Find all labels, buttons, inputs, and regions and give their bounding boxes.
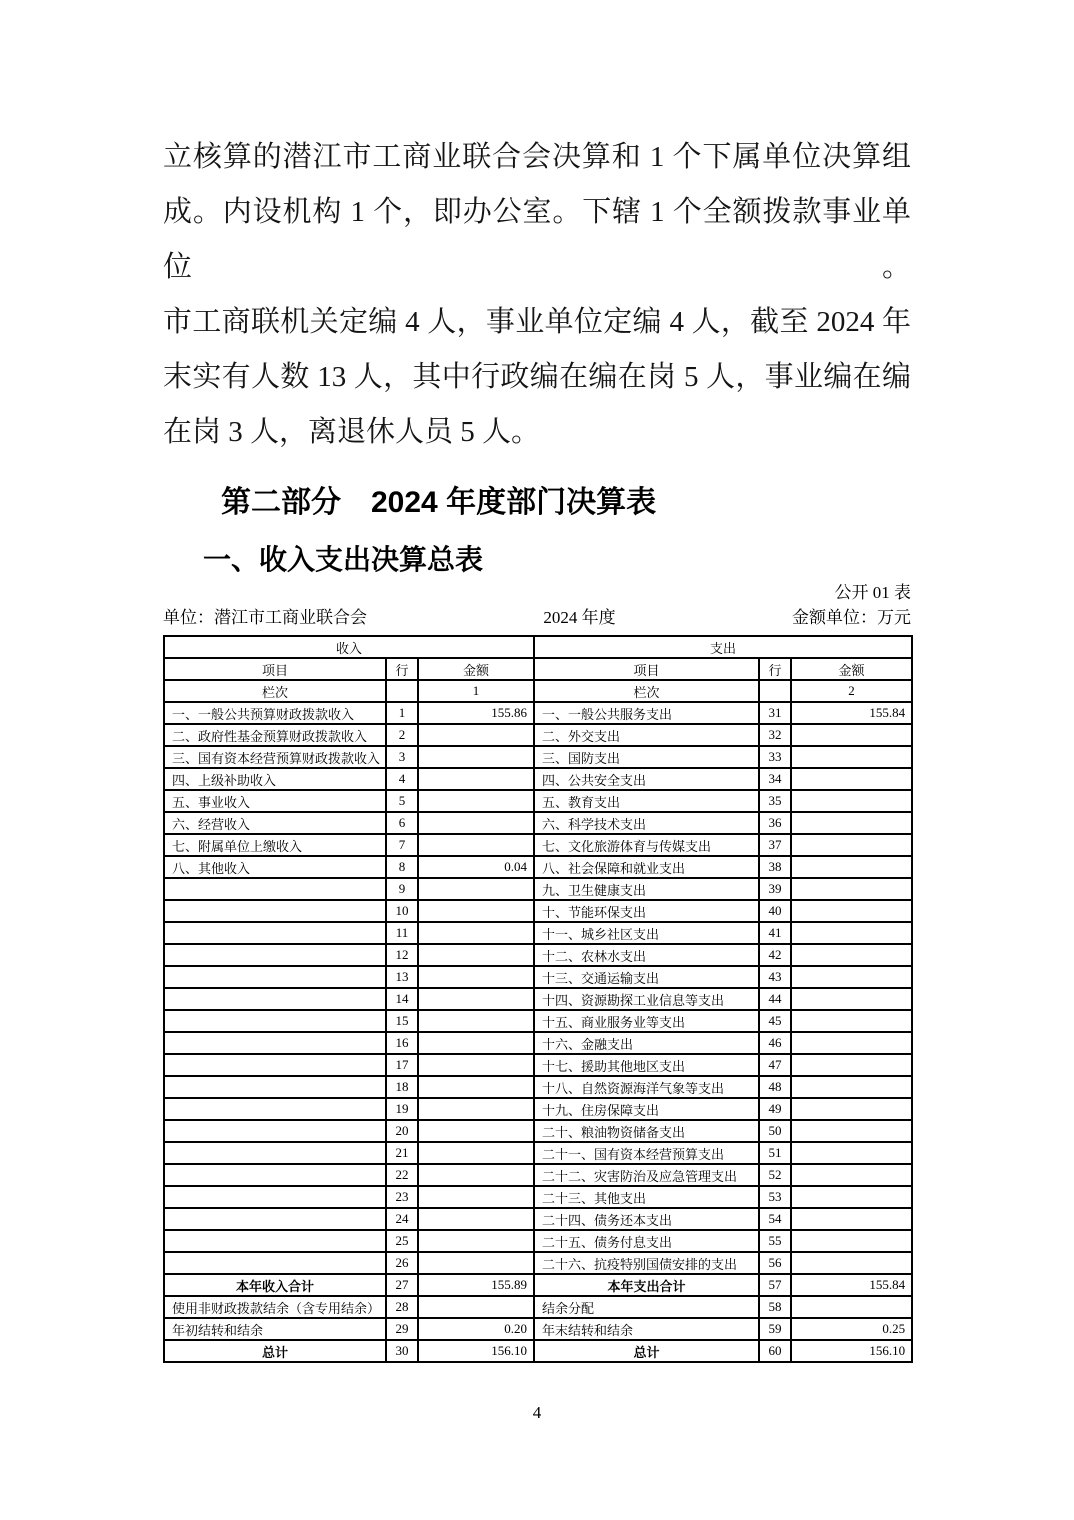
income-row-number: 4 [386, 768, 418, 790]
income-amount-column-header: 金额 [418, 658, 534, 680]
expense-amount [791, 1120, 912, 1142]
income-amount [418, 966, 534, 988]
expense-amount [791, 1208, 912, 1230]
income-item-column-header: 项目 [164, 658, 386, 680]
expense-row-number: 53 [759, 1186, 791, 1208]
empty-cell [759, 680, 791, 702]
expense-row-number: 40 [759, 900, 791, 922]
expense-rowno-column-header: 行 [759, 658, 791, 680]
income-rowno-column-header: 行 [386, 658, 418, 680]
column-index-row [164, 680, 912, 702]
expense-amount [791, 878, 912, 900]
expense-amount [791, 1252, 912, 1274]
expense-amount: 155.84 [791, 702, 912, 724]
expense-summary-item: 总计 [534, 1340, 759, 1362]
income-amount [418, 878, 534, 900]
income-item: 五、事业收入 [164, 790, 386, 812]
table-row [164, 966, 912, 988]
income-amount [418, 1230, 534, 1252]
income-summary-row-number: 29 [386, 1318, 418, 1340]
expense-summary-amount: 156.10 [791, 1340, 912, 1362]
income-summary-amount [418, 1296, 534, 1318]
column-header-row [164, 658, 912, 680]
income-item: 四、上级补助收入 [164, 768, 386, 790]
income-row-number: 8 [386, 856, 418, 878]
income-item [164, 1032, 386, 1054]
income-item: 一、一般公共预算财政拨款收入 [164, 702, 386, 724]
expense-summary-row-number: 60 [759, 1340, 791, 1362]
income-row-number: 11 [386, 922, 418, 944]
table-row [164, 1010, 912, 1032]
income-row-number: 20 [386, 1120, 418, 1142]
income-row-number: 13 [386, 966, 418, 988]
income-item [164, 1120, 386, 1142]
income-row-number: 26 [386, 1252, 418, 1274]
table-row [164, 944, 912, 966]
income-row-number: 18 [386, 1076, 418, 1098]
expense-amount [791, 900, 912, 922]
income-row-number: 24 [386, 1208, 418, 1230]
expense-row-number: 35 [759, 790, 791, 812]
table-row [164, 702, 912, 724]
expense-item: 七、文化旅游体育与传媒支出 [534, 834, 759, 856]
table-row [164, 1098, 912, 1120]
expense-item: 三、国防支出 [534, 746, 759, 768]
expense-amount [791, 966, 912, 988]
income-column-number: 1 [418, 680, 534, 702]
expense-amount [791, 1230, 912, 1252]
income-amount [418, 900, 534, 922]
income-amount [418, 922, 534, 944]
expense-row-number: 56 [759, 1252, 791, 1274]
income-amount [418, 1098, 534, 1120]
income-amount [418, 834, 534, 856]
income-item [164, 988, 386, 1010]
summary-row [164, 1318, 912, 1340]
income-row-number: 17 [386, 1054, 418, 1076]
income-item [164, 1098, 386, 1120]
section-heading: 第二部分 2024 年度部门决算表 [221, 486, 657, 519]
summary-row [164, 1340, 912, 1362]
income-row-number: 9 [386, 878, 418, 900]
income-item [164, 966, 386, 988]
expense-amount [791, 922, 912, 944]
income-item: 八、其他收入 [164, 856, 386, 878]
income-item: 二、政府性基金预算财政拨款收入 [164, 724, 386, 746]
income-amount [418, 1054, 534, 1076]
income-summary-item: 总计 [164, 1340, 386, 1362]
table-row [164, 834, 912, 856]
table-row [164, 1252, 912, 1274]
expense-summary-item: 年末结转和结余 [534, 1318, 759, 1340]
table-row [164, 1186, 912, 1208]
table-meta-row [163, 607, 911, 629]
expense-item: 二十一、国有资本经营预算支出 [534, 1142, 759, 1164]
expense-item: 二十五、债务付息支出 [534, 1230, 759, 1252]
public-table-tag: 公开 01 表 [834, 583, 911, 602]
income-item [164, 1076, 386, 1098]
expense-item: 二十六、抗疫特别国债安排的支出 [534, 1252, 759, 1274]
income-row-number: 23 [386, 1186, 418, 1208]
expense-summary-row-number: 58 [759, 1296, 791, 1318]
income-amount: 155.86 [418, 702, 534, 724]
expense-item: 十五、商业服务业等支出 [534, 1010, 759, 1032]
table-row [164, 1164, 912, 1186]
expense-row-number: 37 [759, 834, 791, 856]
income-summary-amount: 0.20 [418, 1318, 534, 1340]
intro-line: 市工商联机关定编 4 人，事业单位定编 4 人，截至 2024 年 [163, 306, 911, 338]
table-row [164, 1032, 912, 1054]
expense-item: 二十二、灾害防治及应急管理支出 [534, 1164, 759, 1186]
income-summary-item: 年初结转和结余 [164, 1318, 386, 1340]
expense-item: 二十、粮油物资储备支出 [534, 1120, 759, 1142]
expense-item: 一、一般公共服务支出 [534, 702, 759, 724]
income-row-number: 5 [386, 790, 418, 812]
income-row-number: 14 [386, 988, 418, 1010]
expense-amount [791, 746, 912, 768]
income-row-number: 19 [386, 1098, 418, 1120]
page-number: 4 [532, 1403, 542, 1422]
fiscal-year: 2024 年度 [543, 608, 616, 627]
expense-column-number: 2 [791, 680, 912, 702]
income-row-number: 1 [386, 702, 418, 724]
income-amount [418, 944, 534, 966]
income-item [164, 1142, 386, 1164]
income-expense-summary-table [163, 635, 913, 1363]
expense-item: 十八、自然资源海洋气象等支出 [534, 1076, 759, 1098]
expense-item: 十三、交通运输支出 [534, 966, 759, 988]
expense-section-header: 支出 [534, 636, 912, 658]
expense-item: 二十三、其他支出 [534, 1186, 759, 1208]
intro-line: 成。内设机构 1 个，即办公室。下辖 1 个全额拨款事业单位。 [163, 196, 911, 283]
income-row-number: 12 [386, 944, 418, 966]
income-row-number: 10 [386, 900, 418, 922]
expense-item: 十四、资源勘探工业信息等支出 [534, 988, 759, 1010]
expense-amount [791, 1054, 912, 1076]
table-row [164, 1230, 912, 1252]
income-row-number: 15 [386, 1010, 418, 1032]
income-item: 七、附属单位上缴收入 [164, 834, 386, 856]
expense-item: 十二、农林水支出 [534, 944, 759, 966]
income-summary-row-number: 27 [386, 1274, 418, 1296]
income-row-number: 21 [386, 1142, 418, 1164]
table-row [164, 1054, 912, 1076]
income-item [164, 1164, 386, 1186]
income-item [164, 1208, 386, 1230]
income-item [164, 944, 386, 966]
expense-row-number: 50 [759, 1120, 791, 1142]
income-summary-row-number: 30 [386, 1340, 418, 1362]
table-row [164, 1142, 912, 1164]
income-row-number: 6 [386, 812, 418, 834]
expense-amount [791, 988, 912, 1010]
income-row-number: 7 [386, 834, 418, 856]
expense-row-number: 46 [759, 1032, 791, 1054]
table-row [164, 768, 912, 790]
expense-amount [791, 790, 912, 812]
expense-item: 二十四、债务还本支出 [534, 1208, 759, 1230]
income-item [164, 878, 386, 900]
income-summary-amount: 156.10 [418, 1340, 534, 1362]
income-item [164, 1252, 386, 1274]
income-item [164, 900, 386, 922]
table-row [164, 988, 912, 1010]
expense-amount [791, 944, 912, 966]
expense-row-number: 48 [759, 1076, 791, 1098]
income-item: 三、国有资本经营预算财政拨款收入 [164, 746, 386, 768]
amount-unit: 金额单位：万元 [792, 608, 911, 627]
income-amount [418, 790, 534, 812]
expense-amount [791, 1098, 912, 1120]
expense-amount-column-header: 金额 [791, 658, 912, 680]
table-row [164, 1208, 912, 1230]
income-amount [418, 1032, 534, 1054]
income-row-number: 2 [386, 724, 418, 746]
intro-line: 在岗 3 人，离退休人员 5 人。 [163, 416, 541, 448]
income-amount [418, 812, 534, 834]
expense-summary-row-number: 57 [759, 1274, 791, 1296]
income-summary-row-number: 28 [386, 1296, 418, 1318]
expense-row-number: 34 [759, 768, 791, 790]
expense-lanci-label: 栏次 [534, 680, 759, 702]
income-amount [418, 1164, 534, 1186]
expense-row-number: 55 [759, 1230, 791, 1252]
expense-row-number: 41 [759, 922, 791, 944]
income-amount [418, 1120, 534, 1142]
income-amount [418, 1076, 534, 1098]
income-item [164, 1054, 386, 1076]
expense-item: 二、外交支出 [534, 724, 759, 746]
expense-item: 九、卫生健康支出 [534, 878, 759, 900]
table-row [164, 1076, 912, 1098]
income-item: 六、经营收入 [164, 812, 386, 834]
expense-row-number: 39 [759, 878, 791, 900]
expense-row-number: 43 [759, 966, 791, 988]
expense-row-number: 31 [759, 702, 791, 724]
income-item [164, 1230, 386, 1252]
income-row-number: 16 [386, 1032, 418, 1054]
expense-summary-row-number: 59 [759, 1318, 791, 1340]
intro-line: 立核算的潜江市工商业联合会决算和 1 个下属单位决算组 [163, 141, 911, 173]
expense-amount [791, 856, 912, 878]
section-header-row [164, 636, 912, 658]
unit-name: 单位：潜江市工商业联合会 [163, 608, 367, 627]
expense-item: 四、公共安全支出 [534, 768, 759, 790]
expense-amount [791, 768, 912, 790]
summary-row [164, 1274, 912, 1296]
table-row [164, 878, 912, 900]
table-row [164, 1120, 912, 1142]
expense-amount [791, 1186, 912, 1208]
income-amount [418, 1208, 534, 1230]
expense-amount [791, 1142, 912, 1164]
expense-row-number: 54 [759, 1208, 791, 1230]
income-section-header: 收入 [164, 636, 534, 658]
expense-row-number: 32 [759, 724, 791, 746]
expense-row-number: 45 [759, 1010, 791, 1032]
table-row [164, 724, 912, 746]
expense-row-number: 38 [759, 856, 791, 878]
income-row-number: 22 [386, 1164, 418, 1186]
expense-amount [791, 1032, 912, 1054]
income-summary-item: 本年收入合计 [164, 1274, 386, 1296]
expense-row-number: 49 [759, 1098, 791, 1120]
income-item [164, 922, 386, 944]
income-amount [418, 1010, 534, 1032]
expense-item: 十九、住房保障支出 [534, 1098, 759, 1120]
expense-row-number: 52 [759, 1164, 791, 1186]
table-row [164, 900, 912, 922]
expense-item: 十七、援助其他地区支出 [534, 1054, 759, 1076]
empty-cell [386, 680, 418, 702]
income-row-number: 3 [386, 746, 418, 768]
summary-row [164, 1296, 912, 1318]
expense-summary-amount [791, 1296, 912, 1318]
income-amount [418, 1252, 534, 1274]
income-summary-amount: 155.89 [418, 1274, 534, 1296]
table-row [164, 922, 912, 944]
table-body [164, 702, 912, 1362]
expense-summary-item: 结余分配 [534, 1296, 759, 1318]
income-item [164, 1010, 386, 1032]
expense-amount [791, 834, 912, 856]
income-amount [418, 746, 534, 768]
expense-item-column-header: 项目 [534, 658, 759, 680]
table-row [164, 790, 912, 812]
table-row [164, 856, 912, 878]
table-title: 一、收入支出决算总表 [203, 544, 484, 575]
page-content [163, 0, 911, 1363]
expense-item: 五、教育支出 [534, 790, 759, 812]
income-amount [418, 1186, 534, 1208]
expense-item: 十、节能环保支出 [534, 900, 759, 922]
expense-amount [791, 1164, 912, 1186]
intro-paragraph [163, 130, 911, 460]
expense-item: 十六、金融支出 [534, 1032, 759, 1054]
expense-summary-item: 本年支出合计 [534, 1274, 759, 1296]
table-row [164, 812, 912, 834]
expense-row-number: 44 [759, 988, 791, 1010]
expense-item: 十一、城乡社区支出 [534, 922, 759, 944]
expense-amount [791, 1076, 912, 1098]
table-row [164, 746, 912, 768]
income-amount: 0.04 [418, 856, 534, 878]
income-summary-item: 使用非财政拨款结余（含专用结余） [164, 1296, 386, 1318]
expense-summary-amount: 0.25 [791, 1318, 912, 1340]
expense-row-number: 51 [759, 1142, 791, 1164]
expense-item: 六、科学技术支出 [534, 812, 759, 834]
income-row-number: 25 [386, 1230, 418, 1252]
expense-summary-amount: 155.84 [791, 1274, 912, 1296]
income-amount [418, 768, 534, 790]
income-amount [418, 988, 534, 1010]
expense-row-number: 42 [759, 944, 791, 966]
expense-item: 八、社会保障和就业支出 [534, 856, 759, 878]
expense-amount [791, 724, 912, 746]
expense-row-number: 33 [759, 746, 791, 768]
income-amount [418, 724, 534, 746]
expense-row-number: 47 [759, 1054, 791, 1076]
income-item [164, 1186, 386, 1208]
expense-amount [791, 812, 912, 834]
expense-row-number: 36 [759, 812, 791, 834]
expense-amount [791, 1010, 912, 1032]
intro-line: 末实有人数 13 人，其中行政编在编在岗 5 人，事业编在编 [163, 361, 911, 393]
income-amount [418, 1142, 534, 1164]
income-lanci-label: 栏次 [164, 680, 386, 702]
